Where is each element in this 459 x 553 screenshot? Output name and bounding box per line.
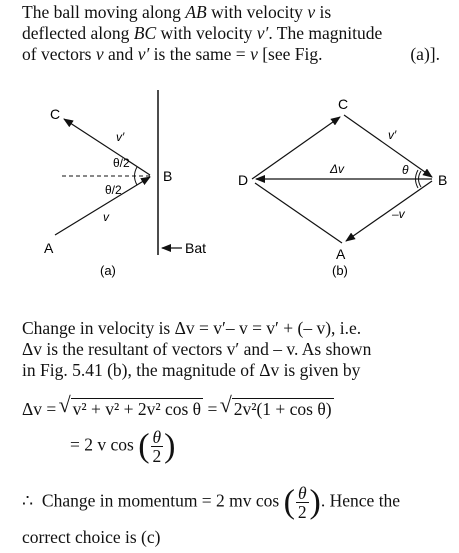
label-vprime-a: v′ [116, 130, 125, 144]
intro-paragraph [22, 2, 440, 65]
eq2-numerator: θ [152, 427, 162, 447]
equation-result [70, 428, 175, 465]
conclusion-open-paren: ( [283, 483, 295, 521]
label-v-a: v [103, 210, 109, 224]
conclusion-close-paren: ) [309, 483, 321, 521]
label-d-b: D [238, 172, 249, 188]
eq2-close-paren: ) [164, 427, 176, 465]
vector-ab [55, 177, 150, 235]
intro-line-2: deflected along BC with velocity v′. The magnitude [22, 23, 383, 43]
caption-b: (b) [332, 263, 348, 278]
vector-c-to-b [344, 115, 432, 177]
eq2-open-paren: ( [138, 427, 150, 465]
vector-b-to-a [346, 181, 432, 241]
figures [0, 75, 459, 315]
figure-a [44, 90, 206, 278]
angle-label-bottom: θ/2 [105, 183, 122, 197]
explanation-line-3: in Fig. 5.41 (b), the magnitude of Δv is given by [22, 360, 361, 380]
sqrt-2 [219, 392, 334, 420]
vector-d-to-c [252, 117, 340, 179]
label-a-b: A [336, 246, 346, 262]
equation-magnitude [22, 392, 334, 420]
conclusion-line-1 [22, 484, 442, 521]
vector-bc [64, 119, 150, 175]
label-c-a: C [50, 106, 61, 122]
conclusion-line-2: correct choice is (c) [22, 527, 161, 547]
figure-b [238, 96, 447, 278]
label-delta-v: Δv [330, 162, 345, 176]
label-vprime-b: v′ [388, 128, 397, 142]
label-c-b: C [338, 96, 349, 112]
explanation-paragraph [22, 318, 440, 381]
angle-label-top: θ/2 [113, 156, 130, 170]
explanation-line-2: Δv is the resultant of vectors v′ and – v. As shown [22, 339, 372, 359]
conclusion-numerator: θ [297, 483, 307, 503]
eq1-radicand-2: 2v²(1 + cos θ) [233, 399, 332, 419]
intro-line-1: The ball moving along AB with velocity v is [22, 2, 332, 22]
radical-sign-1: √ [58, 392, 71, 417]
eq2-denominator: 2 [152, 446, 162, 466]
radical-sign-2: √ [219, 392, 232, 417]
conclusion-text-a: Change in momentum = 2 mv cos [41, 490, 280, 511]
label-b-b: B [438, 172, 448, 188]
label-theta-b: θ [402, 163, 409, 177]
conclusion-fraction [296, 484, 309, 521]
vector-a-to-d [255, 183, 342, 243]
label-minus-v: –v [392, 207, 405, 221]
bat-label: Bat [185, 240, 207, 256]
explanation-line-1: Change in velocity is Δv = v′– v = v′ + (– v), i.e. [22, 318, 362, 338]
eq1-lhs: Δv = [22, 399, 57, 419]
conclusion-text-b: . Hence the [320, 490, 401, 511]
eq2-lhs: = 2 v cos [70, 434, 134, 455]
conclusion-denominator: 2 [297, 502, 307, 522]
eq1-equals: = [207, 399, 218, 419]
label-b-a: B [163, 168, 173, 184]
sqrt-1 [58, 392, 203, 420]
label-a-a: A [44, 240, 54, 256]
therefore-symbol: ∴ [22, 490, 34, 511]
eq1-radicand-1: v² + v² + 2v² cos θ [72, 399, 202, 419]
caption-a: (a) [100, 263, 116, 278]
eq2-fraction [151, 428, 164, 465]
intro-line-3: of vectors v and v′ is the same = v [see Fig. (a)]. [22, 44, 440, 64]
conclusion [22, 484, 442, 548]
